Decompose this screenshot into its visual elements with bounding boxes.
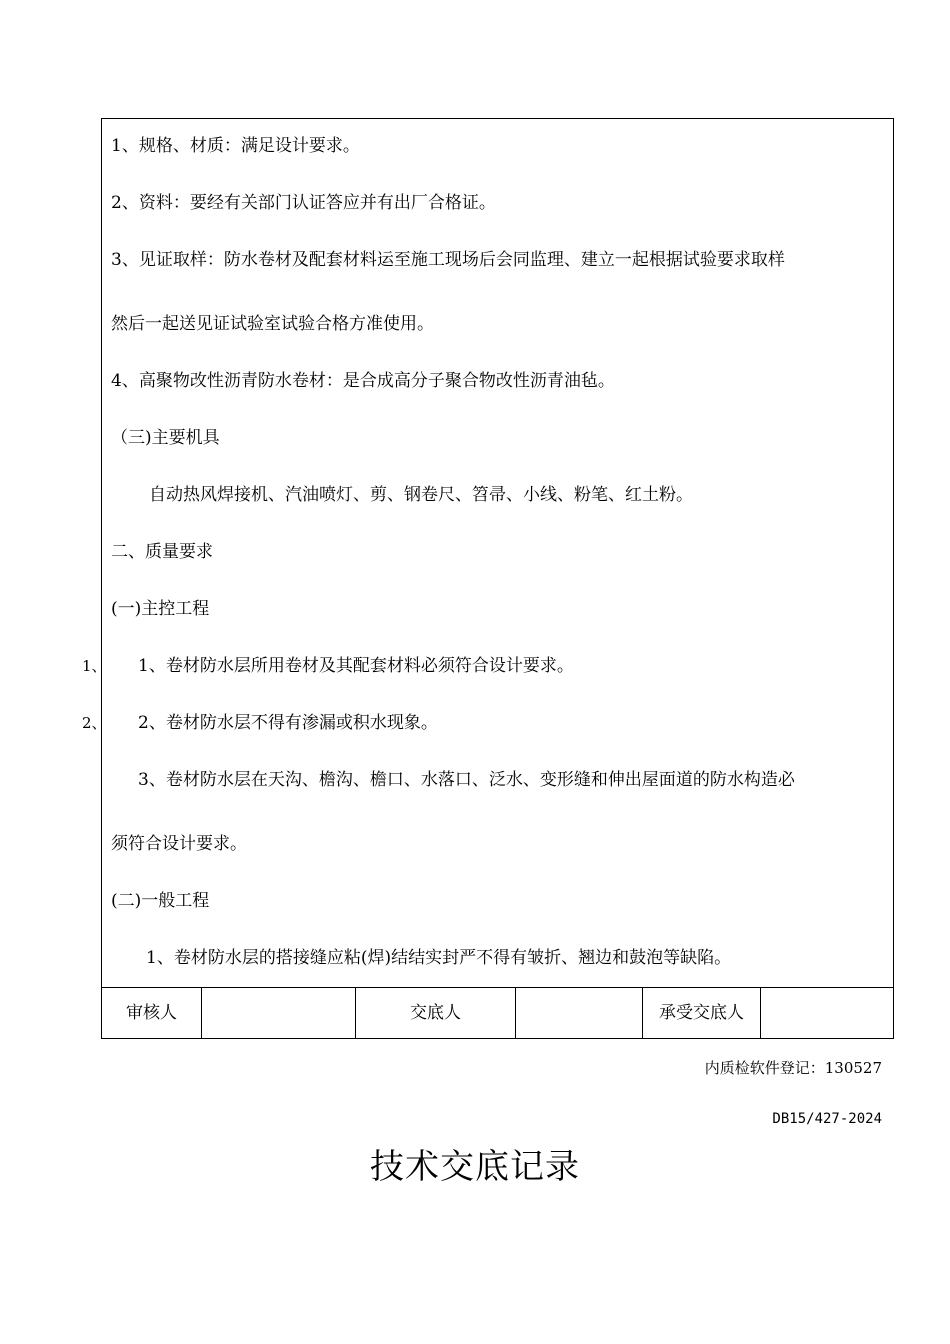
main-tools-heading: （三)主要机具 bbox=[111, 428, 220, 448]
main-control-item-3: 3、卷材防水层在天沟、檐沟、檐口、水落口、泛水、变形缝和伸出屋面道的防水构造必 bbox=[138, 770, 795, 790]
spec-material-line: 1、规格、材质：满足设计要求。 bbox=[111, 136, 360, 156]
margin-number: 1、 bbox=[82, 657, 107, 675]
main-control-item-2: 2、卷材防水层不得有渗漏或积水现象。 bbox=[138, 713, 438, 733]
presenter-label: 交底人 bbox=[410, 1003, 461, 1023]
document-title: 技术交底记录 bbox=[370, 1147, 580, 1187]
membrane-type-line: 4、高聚物改性沥青防水卷材：是合成高分子聚合物改性沥青油毡。 bbox=[111, 371, 615, 391]
receiver-field[interactable] bbox=[761, 987, 893, 1039]
general-heading: (二)一般工程 bbox=[111, 891, 210, 911]
software-registration: 内质检软件登记：130527 bbox=[704, 1059, 882, 1077]
main-control-item-1: 1、卷材防水层所用卷材及其配套材料必须符合设计要求。 bbox=[138, 656, 574, 676]
presenter-field[interactable] bbox=[516, 987, 642, 1039]
quality-requirements-heading: 二、质量要求 bbox=[111, 542, 213, 562]
margin-number: 2、 bbox=[82, 714, 107, 732]
witness-sampling-continued: 然后一起送见证试验室试验合格方准使用。 bbox=[111, 314, 434, 334]
main-control-heading: (一)主控工程 bbox=[111, 599, 210, 619]
reviewer-field[interactable] bbox=[202, 987, 355, 1039]
standard-code: DB15/427-2024 bbox=[772, 1111, 882, 1127]
witness-sampling-line: 3、见证取样：防水卷材及配套材料运至施工现场后会同监理、建立一起根据试验要求取样 bbox=[111, 250, 785, 270]
general-item-1: 1、卷材防水层的搭接缝应粘(焊)结结实封严不得有皱折、翘边和鼓泡等缺陷。 bbox=[146, 948, 732, 968]
receiver-label: 承受交底人 bbox=[659, 1003, 744, 1023]
main-control-item-3-continued: 须符合设计要求。 bbox=[111, 834, 247, 854]
reviewer-label: 审核人 bbox=[126, 1003, 177, 1023]
documentation-line: 2、资料：要经有关部门认证答应并有出厂合格证。 bbox=[111, 193, 496, 213]
tools-list-line: 自动热风焊接机、汽油喷灯、剪、钢卷尺、笤帚、小线、粉笔、红土粉。 bbox=[149, 485, 693, 505]
